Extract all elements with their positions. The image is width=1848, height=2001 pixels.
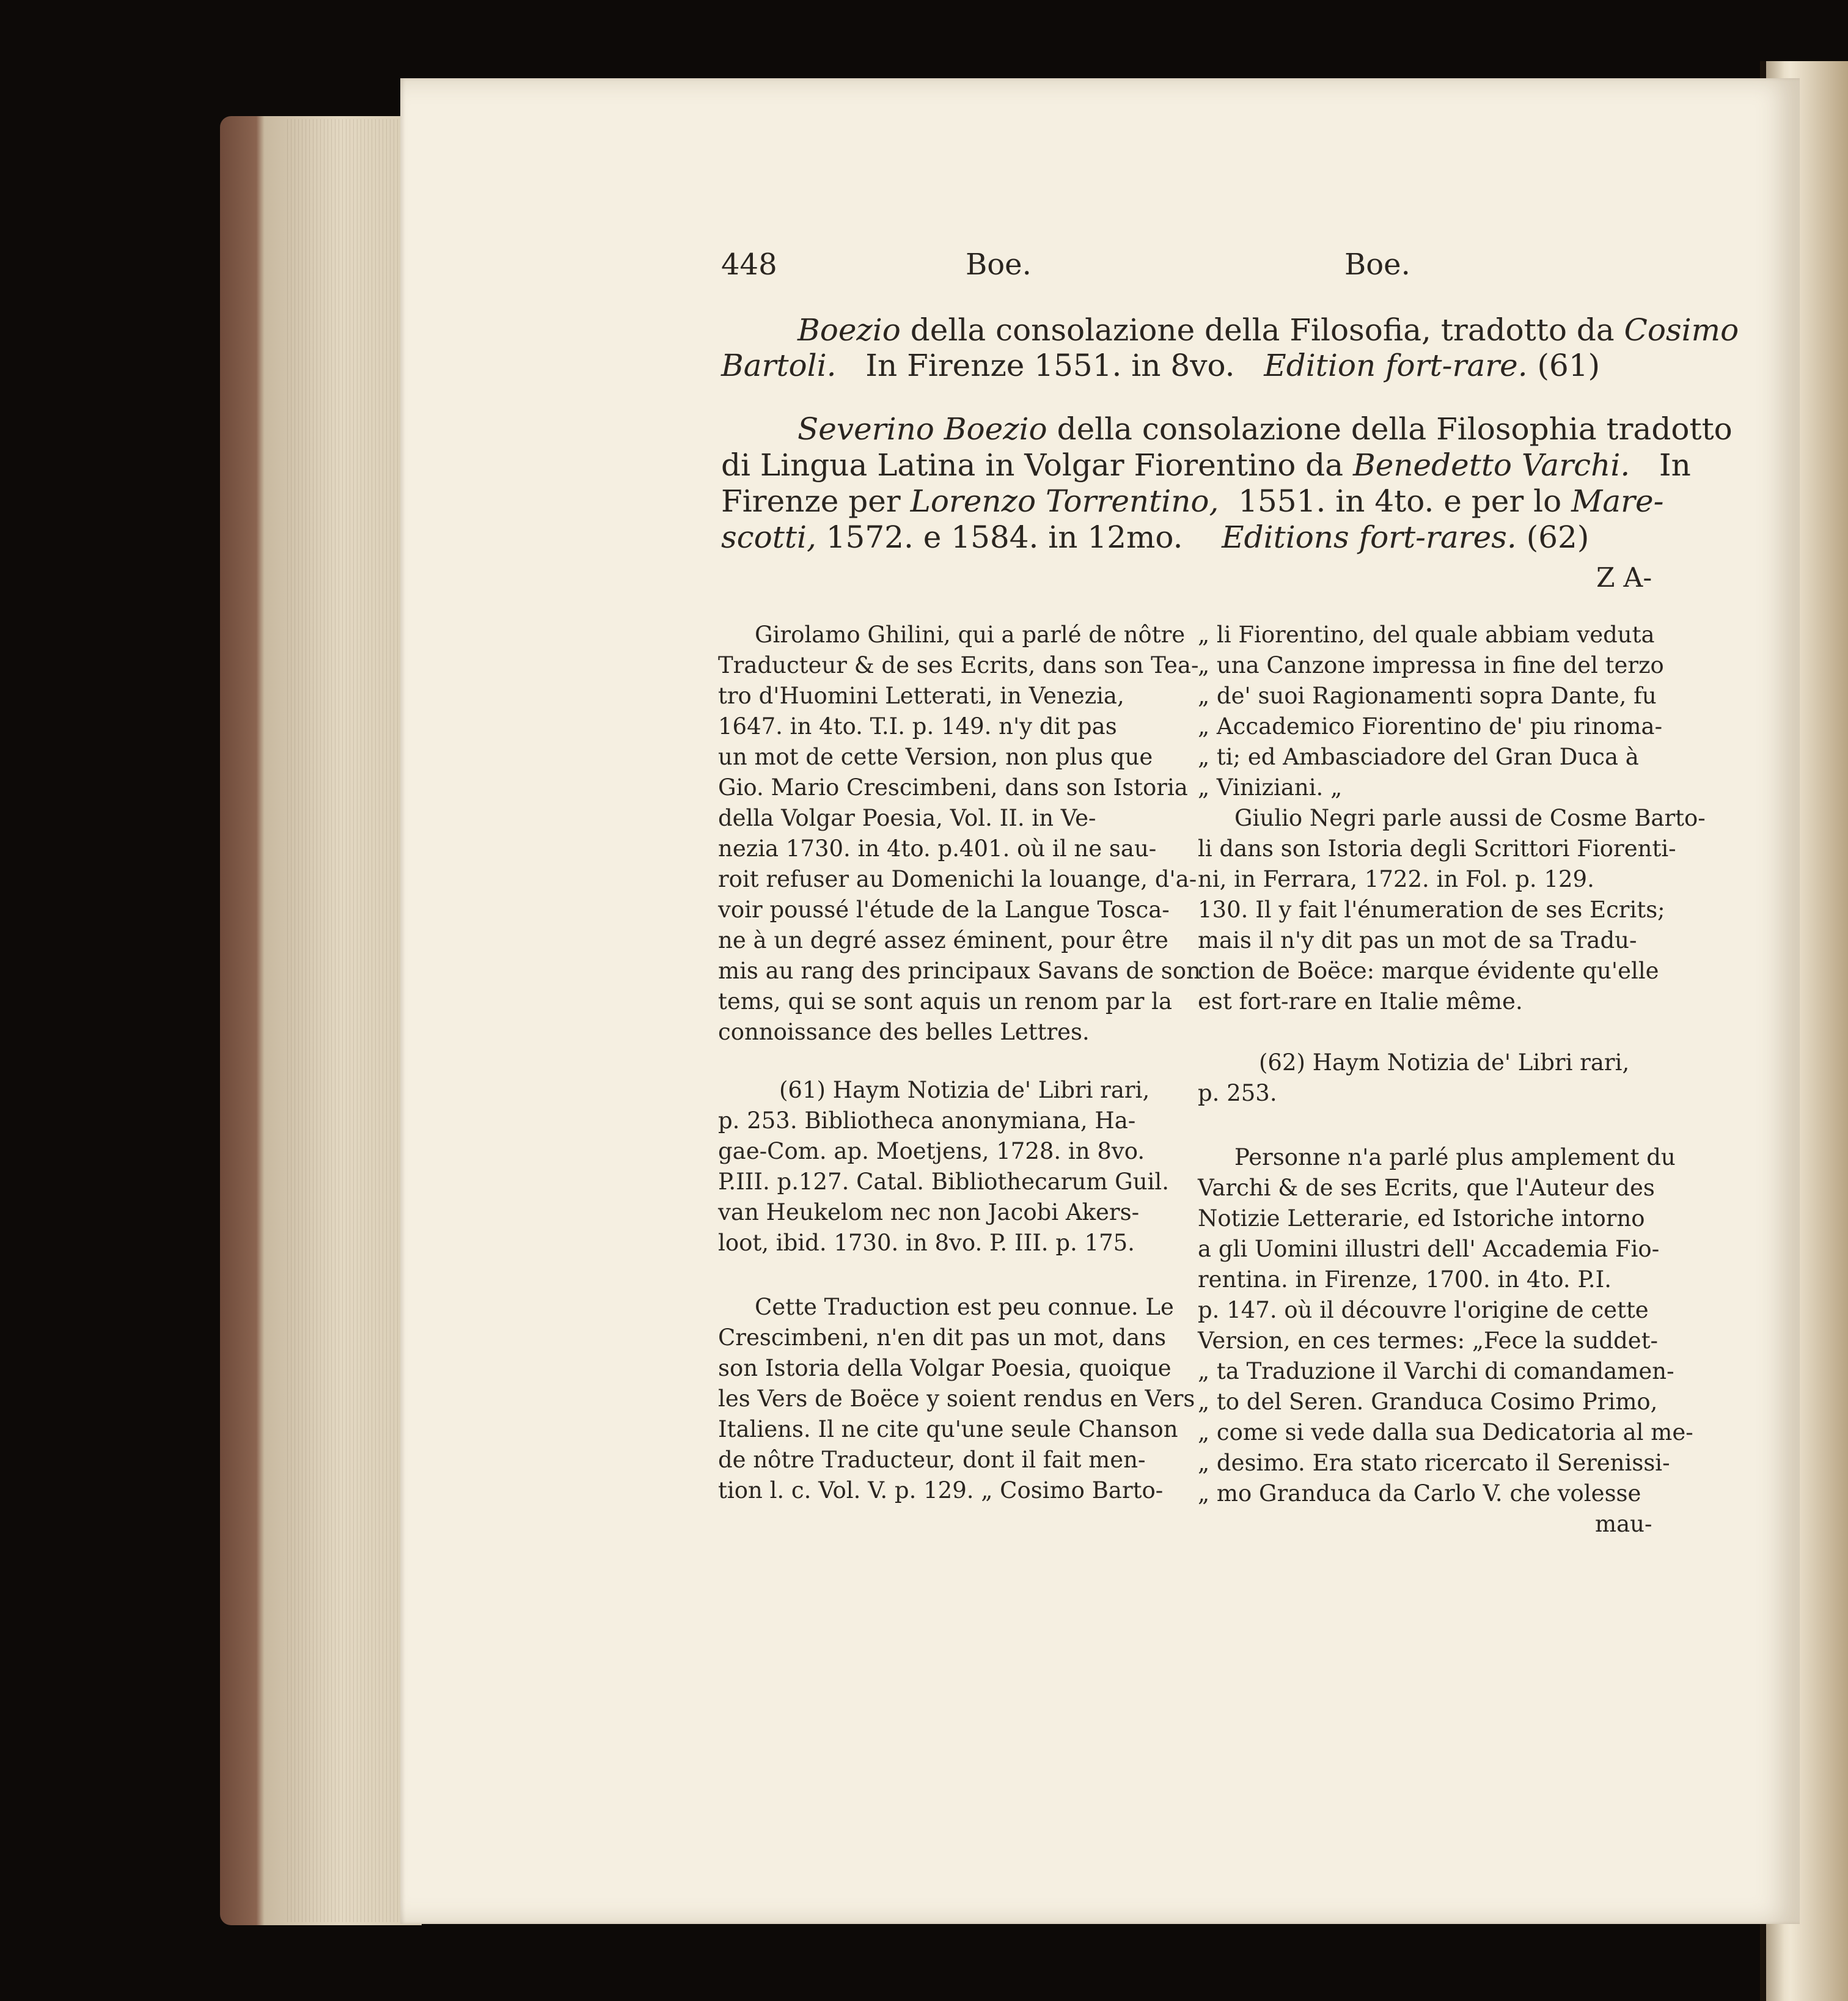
running-head-left: Boe. [966,248,1032,282]
note-line: roit refuser au Domenichi la louange, d'a- [718,866,1197,892]
note-line: Traducteur & de ses Ecrits, dans son Tea- [718,652,1199,678]
note-line: li dans son Istoria degli Scrittori Fiorenti- [1198,835,1676,862]
entry-note: Editions fort-rares. [1222,520,1517,555]
entry-imprint-dates: 1551. in 4to. e per lo [1238,483,1562,519]
note-line: „ li Fiorentino, del quale abbiam veduta [1198,622,1655,648]
note-line: gae-Com. ap. Moetjens, 1728. in 8vo. [718,1138,1145,1164]
entry-title-cont: di Lingua Latina in Volgar Fiorentino da [721,447,1344,483]
note-line: a gli Uomini illustri dell' Accademia Fio- [1198,1236,1660,1262]
note-line: van Heukelom nec non Jacobi Akers- [718,1199,1140,1225]
note-line: est fort-rare en Italie même. [1198,988,1523,1015]
note-line: tro d'Huomini Letterati, in Venezia, [718,683,1124,709]
note-line: „ de' suoi Ragionamenti sopra Dante, fu [1198,683,1657,709]
note-line: nezia 1730. in 4to. p.401. où il ne sau- [718,835,1157,862]
entry-translator: Benedetto Varchi. [1353,447,1630,483]
entry-author: Severino Boezio [798,411,1047,447]
note-line: Gio. Mario Crescimbeni, dans son Istoria [718,774,1188,801]
note-line: voir poussé l'étude de la Langue Tosca- [718,897,1170,923]
entry-printer-2: Mare- [1571,483,1664,519]
note-line: „ ti; ed Ambasciadore del Gran Duca à [1198,744,1639,770]
note-line: ni, in Ferrara, 1722. in Fol. p. 129. [1198,866,1594,892]
note-line: Personne n'a parlé plus amplement du [1234,1144,1676,1170]
note-line: Girolamo Ghilini, qui a parlé de nôtre [755,622,1186,648]
entry-translator-cont: Bartoli. [721,348,837,383]
note-line: „ ta Traduzione il Varchi di comandamen- [1198,1358,1674,1384]
catchword-notes: mau- [1595,1511,1652,1537]
entry-printer: Lorenzo Torrentino, [910,483,1219,519]
note-line: Varchi & de ses Ecrits, que l'Auteur des [1198,1175,1655,1201]
entry-imprint: Firenze per [721,483,901,519]
note-line: p. 147. où il découvre l'origine de cette [1198,1297,1649,1323]
note-line: „ to del Seren. Granduca Cosimo Primo, [1198,1389,1658,1415]
note-line: „ come si vede dalla sua Dedicatoria al me- [1198,1419,1693,1445]
entry-printer-2-cont: scotti, [721,520,816,555]
note-line: „ desimo. Era stato ricercato il Serenissi- [1198,1450,1670,1476]
note-line: P.III. p.127. Catal. Bibliothecarum Guil. [718,1169,1169,1195]
note-line: 1647. in 4to. T.I. p. 149. n'y dit pas [718,713,1117,740]
running-head-right: Boe. [1344,248,1410,282]
note-line: tion l. c. Vol. V. p. 129. „ Cosimo Barto- [718,1477,1164,1504]
note-line: les Vers de Boëce y soient rendus en Vers [718,1386,1195,1412]
page-number: 448 [721,248,777,282]
footnote-ref-61: (61) [1537,348,1601,383]
note-line: loot, ibid. 1730. in 8vo. P. III. p. 175. [718,1230,1135,1256]
note-line: mais il n'y dit pas un mot de sa Tradu- [1198,927,1637,953]
note-line: della Volgar Poesia, Vol. II. in Ve- [718,805,1096,831]
entry-title: della consolazione della Filosofia, tradotto da [910,312,1615,348]
entry-title: della consolazione della Filosophia tradotto [1057,411,1733,447]
note-line: Notizie Letterarie, ed Istoriche intorno [1198,1205,1645,1232]
entry-imprint-dates-2: 1572. e 1584. in 12mo. [826,520,1183,555]
note-line: Version, en ces termes: „Fece la suddet- [1198,1327,1659,1354]
note-line: p. 253. [1198,1080,1277,1106]
note-line: rentina. in Firenze, 1700. in 4to. P.I. [1198,1266,1612,1293]
catchword: Z A- [1596,562,1652,593]
entry-imprint: In Firenze 1551. in 8vo. [865,348,1235,383]
note-line: connoissance des belles Lettres. [718,1019,1090,1045]
note-line: mis au rang des principaux Savans de son [718,958,1201,984]
note-line: Giulio Negri parle aussi de Cosme Barto- [1234,805,1706,831]
note-line: ne à un degré assez éminent, pour être [718,927,1168,953]
entry-author: Boezio [798,312,901,348]
footnote-ref-62: (62) [1526,520,1590,555]
note-line: un mot de cette Version, non plus que [718,744,1153,770]
note-line: Crescimbeni, n'en dit pas un mot, dans [718,1324,1167,1351]
note-line: „ una Canzone impressa in fine del terzo [1198,652,1664,678]
entry-note: Edition fort-rare. [1264,348,1528,383]
note-line: „ Accademico Fiorentino de' piu rinoma- [1198,713,1663,740]
note-line: ction de Boëce: marque évidente qu'elle [1198,958,1659,984]
note-line: „ mo Granduca da Carlo V. che volesse [1198,1480,1641,1507]
note-line: 130. Il y fait l'énumeration de ses Ecrits; [1198,897,1665,923]
note-line: son Istoria della Volgar Poesia, quoique [718,1355,1172,1381]
footnote-62: (62) Haym Notizia de' Libri rari, [1259,1049,1630,1076]
note-line: de nôtre Traducteur, dont il fait men- [718,1447,1146,1473]
note-line: „ Viniziani. „ [1198,774,1343,801]
note-line: Cette Traduction est peu connue. Le [755,1294,1174,1320]
entry-text: In [1659,447,1691,483]
footnote-61: (61) Haym Notizia de' Libri rari, [779,1077,1150,1103]
note-line: tems, qui se sont aquis un renom par la [718,988,1173,1015]
entry-translator: Cosimo [1624,312,1739,348]
note-line: p. 253. Bibliotheca anonymiana, Ha- [718,1107,1136,1134]
note-line: Italiens. Il ne cite qu'une seule Chanson [718,1416,1178,1442]
page-edges [287,119,403,1922]
